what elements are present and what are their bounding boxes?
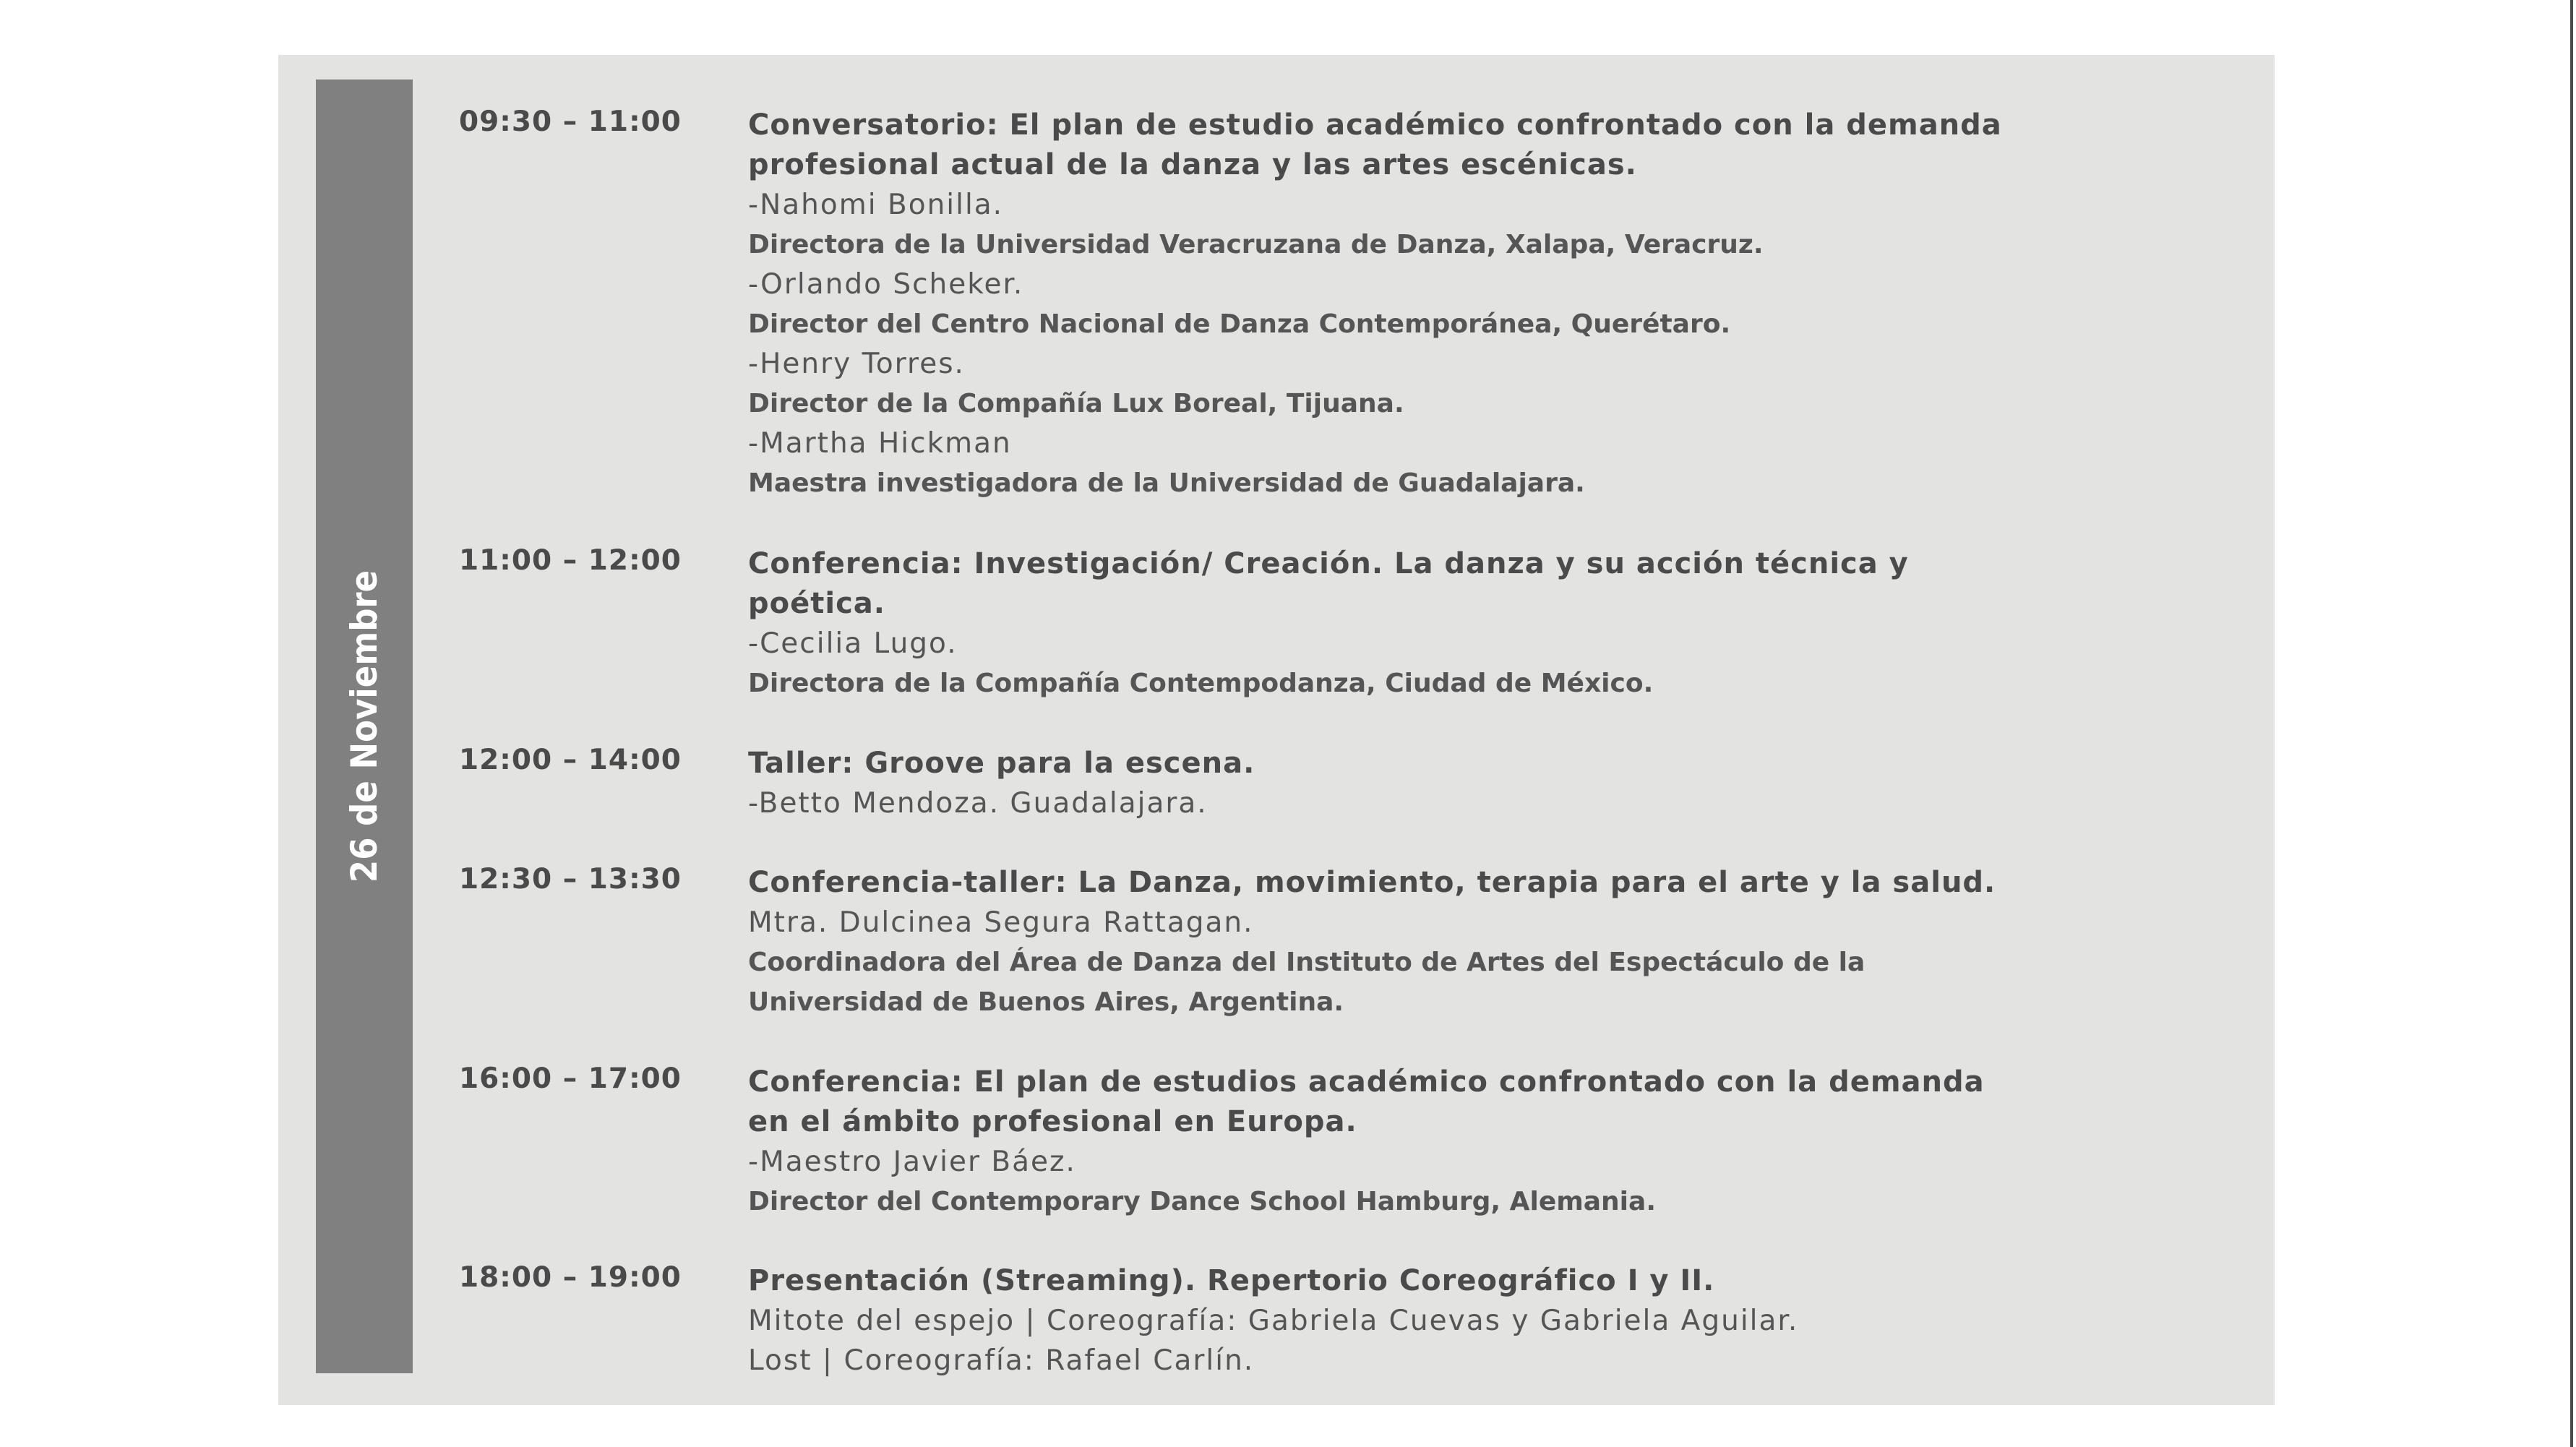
speaker-role: Director de la Compañía Lux Boreal, Tijuana. <box>748 389 1404 418</box>
event-title: profesional actual de la danza y las artes escénicas. <box>748 148 1637 181</box>
event-title: en el ámbito profesional en Europa. <box>748 1105 1357 1138</box>
event-title: Conferencia: El plan de estudios académico confrontado con la demanda <box>748 1065 1985 1099</box>
event-time: 12:30 – 13:30 <box>459 863 682 896</box>
event-title: poética. <box>748 587 885 620</box>
event-time: 09:30 – 11:00 <box>459 106 682 138</box>
event-time: 12:00 – 14:00 <box>459 744 682 776</box>
event-time: 11:00 – 12:00 <box>459 544 682 577</box>
speaker-name: -Orlando Scheker. <box>748 268 1024 301</box>
speaker-role: Directora de la Universidad Veracruzana de Danza, Xalapa, Veracruz. <box>748 230 1764 259</box>
speaker-role: Directora de la Compañía Contempodanza, Ciudad de México. <box>748 669 1654 698</box>
performance-line: Lost | Coreografía: Rafael Carlín. <box>748 1344 1255 1377</box>
event-content <box>748 106 2237 503</box>
event-content <box>748 544 2237 703</box>
speaker-name: -Maestro Javier Báez. <box>748 1146 1076 1178</box>
speaker-role: Director del Centro Nacional de Danza Contemporánea, Querétaro. <box>748 309 1731 339</box>
event-content <box>748 744 2237 823</box>
speaker-role: Director del Contemporary Dance School Hamburg, Alemania. <box>748 1187 1656 1216</box>
speaker-name: Mtra. Dulcinea Segura Rattagan. <box>748 906 1254 939</box>
event-title: Conferencia-taller: La Danza, movimiento, terapia para el arte y la salud. <box>748 866 1996 899</box>
speaker-name: -Betto Mendoza. Guadalajara. <box>748 787 1208 820</box>
event-content <box>748 1261 2237 1381</box>
speaker-name: -Henry Torres. <box>748 348 965 380</box>
event-time: 16:00 – 17:00 <box>459 1062 682 1095</box>
event-content <box>748 1062 2237 1221</box>
performance-line: Mitote del espejo | Coreografía: Gabriela Cuevas y Gabriela Aguilar. <box>748 1305 1799 1337</box>
date-sidebar <box>316 80 413 1373</box>
event-title: Taller: Groove para la escena. <box>748 747 1255 780</box>
speaker-name: -Cecilia Lugo. <box>748 627 958 660</box>
right-edge-line <box>2570 0 2573 1447</box>
program-panel <box>278 55 2275 1405</box>
date-label: 26 de Noviembre <box>343 570 385 883</box>
event-content <box>748 863 2237 1022</box>
event-time: 18:00 – 19:00 <box>459 1261 682 1294</box>
speaker-role: Universidad de Buenos Aires, Argentina. <box>748 987 1344 1017</box>
speaker-name: -Martha Hickman <box>748 427 1012 460</box>
speaker-name: -Nahomi Bonilla. <box>748 189 1004 221</box>
event-title: Conferencia: Investigación/ Creación. La danza y su acción técnica y <box>748 547 1909 580</box>
event-title: Conversatorio: El plan de estudio académico confrontado con la demanda <box>748 108 2002 142</box>
speaker-role: Coordinadora del Área de Danza del Instituto de Artes del Espectáculo de la <box>748 948 1866 977</box>
event-title: Presentación (Streaming). Repertorio Coreográfico I y II. <box>748 1264 1715 1297</box>
speaker-role: Maestra investigadora de la Universidad de Guadalajara. <box>748 468 1585 498</box>
